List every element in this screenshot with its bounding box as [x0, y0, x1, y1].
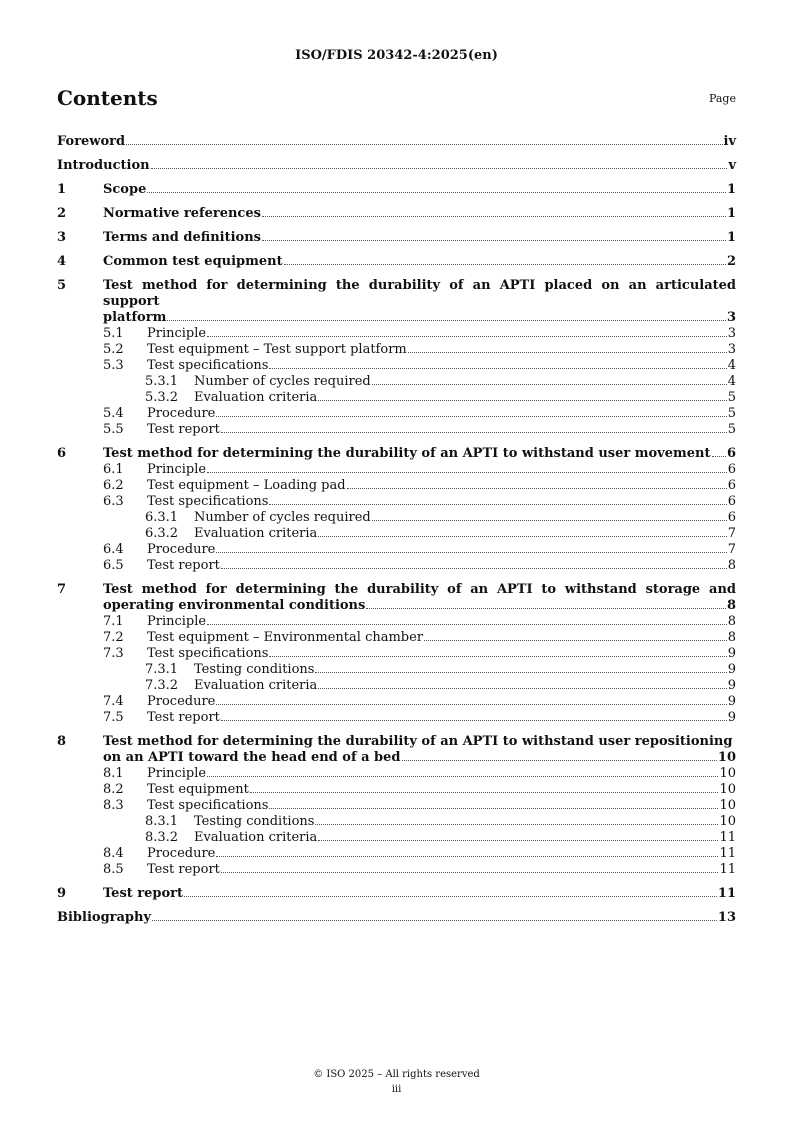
toc-entry-introduction[interactable]: Introduction v: [57, 158, 736, 173]
toc-entry-7-3-2[interactable]: 7.3.2 Evaluation criteria 9: [145, 678, 736, 693]
toc-entry-5-2[interactable]: 5.2 Test equipment – Test support platform 3: [103, 342, 736, 357]
toc-entry-8-4[interactable]: 8.4 Procedure 11: [103, 846, 736, 861]
toc-entry-6-3[interactable]: 6.3 Test specifications 6: [103, 494, 736, 509]
toc-entry-5-3-2[interactable]: 5.3.2 Evaluation criteria 5: [145, 390, 736, 405]
contents-title: Contents: [57, 86, 158, 110]
toc-entry-5[interactable]: 5 Test method for determining the durability of an APTI placed on an articulated support platform 3: [57, 278, 736, 325]
toc-entry-foreword[interactable]: Foreword iv: [57, 134, 736, 149]
toc-entry-7-5[interactable]: 7.5 Test report 9: [103, 710, 736, 725]
toc-entry-6-3-1[interactable]: 6.3.1 Number of cycles required 6: [145, 510, 736, 525]
toc-entry-3[interactable]: 3 Terms and definitions 1: [57, 230, 736, 245]
document-id-header: ISO/FDIS 20342-4:2025(en): [295, 48, 498, 63]
toc-entry-6-3-2[interactable]: 6.3.2 Evaluation criteria 7: [145, 526, 736, 541]
page-number: iii: [391, 1084, 402, 1095]
toc-entry-5-3-1[interactable]: 5.3.1 Number of cycles required 4: [145, 374, 736, 389]
toc-entry-6-4[interactable]: 6.4 Procedure 7: [103, 542, 736, 557]
toc-entry-6-5[interactable]: 6.5 Test report 8: [103, 558, 736, 573]
copyright-notice: © ISO 2025 – All rights reserved: [313, 1069, 480, 1080]
toc-entry-8-5[interactable]: 8.5 Test report 11: [103, 862, 736, 877]
toc-entry-bibliography[interactable]: Bibliography 13: [57, 910, 736, 925]
toc-entry-8-3[interactable]: 8.3 Test specifications 10: [103, 798, 736, 813]
toc-entry-5-1[interactable]: 5.1 Principle 3: [103, 326, 736, 341]
toc-entry-6-1[interactable]: 6.1 Principle 6: [103, 462, 736, 477]
page-footer: [0, 1067, 793, 1097]
toc-entry-7-2[interactable]: 7.2 Test equipment – Environmental chamber 8: [103, 630, 736, 645]
toc-entry-6[interactable]: 6 Test method for determining the durability of an APTI to withstand user movement 6: [57, 446, 736, 461]
toc-entry-8[interactable]: 8 Test method for determining the durability of an APTI to withstand user repositioning on an APTI toward the head end of a bed 10: [57, 734, 736, 765]
toc-entry-7-3[interactable]: 7.3 Test specifications 9: [103, 646, 736, 661]
toc-entry-7[interactable]: 7 Test method for determining the durability of an APTI to withstand storage and operating environmental conditions 8: [57, 582, 736, 613]
toc-entry-7-1[interactable]: 7.1 Principle 8: [103, 614, 736, 629]
page-column-label: Page: [708, 92, 736, 105]
toc-entry-5-5[interactable]: 5.5 Test report 5: [103, 422, 736, 437]
toc-entry-9[interactable]: 9 Test report 11: [57, 886, 736, 901]
toc-entry-7-3-1[interactable]: 7.3.1 Testing conditions 9: [145, 662, 736, 677]
toc-entry-1[interactable]: 1 Scope 1: [57, 182, 736, 197]
toc-entry-6-2[interactable]: 6.2 Test equipment – Loading pad 6: [103, 478, 736, 493]
toc-entry-8-1[interactable]: 8.1 Principle 10: [103, 766, 736, 781]
toc-entry-7-4[interactable]: 7.4 Procedure 9: [103, 694, 736, 709]
toc-entry-5-3[interactable]: 5.3 Test specifications 4: [103, 358, 736, 373]
toc-entry-5-4[interactable]: 5.4 Procedure 5: [103, 406, 736, 421]
toc-entry-8-3-2[interactable]: 8.3.2 Evaluation criteria 11: [145, 830, 736, 845]
toc-entry-8-3-1[interactable]: 8.3.1 Testing conditions 10: [145, 814, 736, 829]
table-of-contents: [57, 126, 736, 926]
toc-entry-4[interactable]: 4 Common test equipment 2: [57, 254, 736, 269]
toc-entry-2[interactable]: 2 Normative references 1: [57, 206, 736, 221]
toc-entry-8-2[interactable]: 8.2 Test equipment 10: [103, 782, 736, 797]
